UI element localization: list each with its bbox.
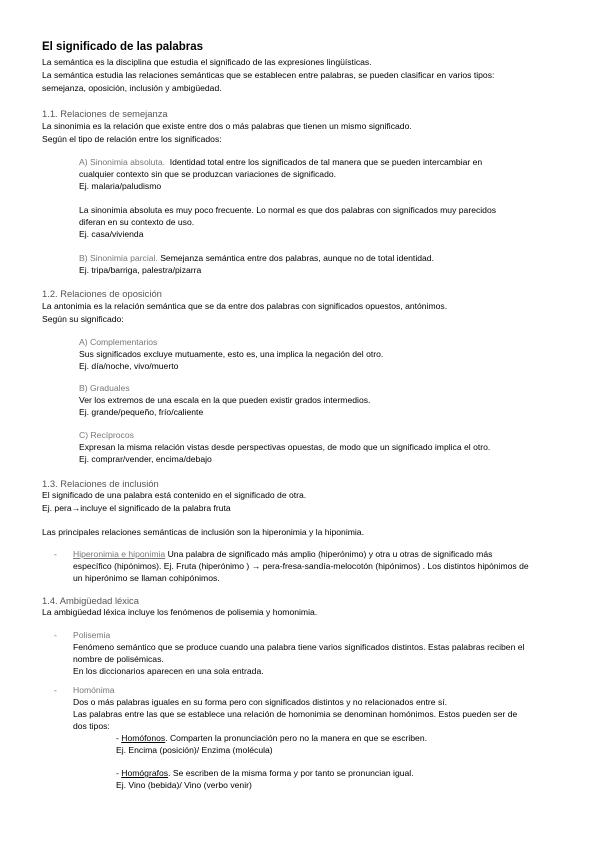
sinonimia-parcial-line xyxy=(79,253,434,264)
hiperonimia-label: Hiperonimia e hiponimia xyxy=(73,549,166,559)
antonimia-types-intro: Según su significado: xyxy=(42,314,124,324)
heading-oposicion: 1.2. Relaciones de oposición xyxy=(42,288,162,299)
intro-line-1: La semántica es la disciplina que estudia el significado de las expresiones lingüísticas. xyxy=(42,57,372,67)
sinonimia-absoluta-text: Identidad total entre los significados de tal manera que se pueden intercambiar en xyxy=(169,157,483,167)
hiperonimia-text-2: específico (hipónimos). Ej. Fruta (hiperónimo ) → pera-fresa-sandía-melocotón (hipónimos) . Los distintos hipónimos de xyxy=(73,561,529,571)
sinonimia-absoluta-label: A) Sinonimia absoluta. xyxy=(79,157,165,167)
reciprocos-example: Ej. comprar/vender, encima/debajo xyxy=(79,454,212,464)
polisemia-text-3: En los diccionarios aparecen en una sola entrada. xyxy=(73,666,264,676)
homonimia-text-3: dos tipos: xyxy=(73,721,110,731)
heading-semejanza: 1.1. Relaciones de semejanza xyxy=(42,108,168,119)
arrow-icon: → xyxy=(71,503,81,513)
reciprocos-text: Expresan la misma relación vistas desde perspectivas opuestas, de modo que un significado implica el otro. xyxy=(79,442,491,452)
homofonos-line xyxy=(116,733,427,744)
polisemia-text-1: Fenómeno semántico que se produce cuando una palabra tiene varios significados distintos. Estas palabras reciben el xyxy=(73,642,525,652)
sinonimia-absoluta-line xyxy=(79,157,482,168)
homografos-dash: - xyxy=(116,768,122,778)
heading-inclusion: 1.3. Relaciones de inclusión xyxy=(42,478,159,489)
list-dash: - xyxy=(54,549,57,559)
homografos-example: Ej. Vino (bebida)/ Vino (verbo venir) xyxy=(116,780,252,790)
antonimia-definition: La antonimia es la relación semántica que se da entre dos palabras con significados opuestos, antónimos. xyxy=(42,301,448,311)
homonimia-label: Homónima xyxy=(73,685,115,695)
reciprocos-label: C) Recíprocos xyxy=(79,430,134,440)
homonimia-text-1: Dos o más palabras iguales en su forma pero con significados distintos y no relacionados entre sí. xyxy=(73,697,448,707)
sinonimia-absoluta-example: Ej. malaria/paludismo xyxy=(79,181,162,191)
inclusion-example-line xyxy=(42,503,231,514)
graduales-text: Ver los extremos de una escala en la que pueden existir grados intermedios. xyxy=(79,395,371,405)
polisemia-text-2: nombre de polisémicas. xyxy=(73,654,164,664)
inclusion-example-rest: incluye el significado de la palabra fruta xyxy=(80,503,231,513)
homografos-line xyxy=(116,768,414,779)
homofonos-dash: - xyxy=(116,733,122,743)
homonimia-text-2: Las palabras entre las que se establece una relación de homonimia se denominan homónimos. Estos pueden ser de xyxy=(73,709,518,719)
hiperonimia-line-1 xyxy=(73,549,492,560)
sinonimia-parcial-example: Ej. tripa/barriga, palestra/pizarra xyxy=(79,265,202,275)
homografos-label: Homógrafos xyxy=(121,768,169,778)
sinonimia-note-2: diferan en su contexto de uso. xyxy=(79,217,195,227)
complementarios-text: Sus significados excluye mutuamente, esto es, una implica la negación del otro. xyxy=(79,349,384,359)
sinonimia-types-intro: Según el tipo de relación entre los significados: xyxy=(42,134,222,144)
sinonimia-definition: La sinonimia es la relación que existe entre dos o más palabras que tienen un mismo significado. xyxy=(42,121,412,131)
inclusion-example-pera: Ej. pera xyxy=(42,503,72,513)
inclusion-principales: Las principales relaciones semánticas de inclusión son la hiperonimia y la hiponimia. xyxy=(42,527,364,537)
intro-line-2: La semántica estudia las relaciones semánticas que se establecen entre palabras, se pueden clasificar en varios tipos: xyxy=(42,70,495,80)
sinonimia-absoluta-text-2: cualquier contexto sin que se produzcan variaciones de significado. xyxy=(79,169,337,179)
inclusion-definition: El significado de una palabra está contenido en el significado de otra. xyxy=(42,490,307,500)
homofonos-label: Homófonos xyxy=(121,733,166,743)
page-title: El significado de las palabras xyxy=(42,41,204,53)
complementarios-example: Ej. día/noche, vivo/muerto xyxy=(79,361,179,371)
hiperonimia-text-1: Una palabra de significado más amplio (hiperónimo) y otra u otras de significado más xyxy=(167,549,493,559)
hiperonimia-text-3: un hiperónimo se llaman cohipónimos. xyxy=(73,573,220,583)
complementarios-label: A) Complementarios xyxy=(79,337,158,347)
homofonos-example: Ej. Encima (posición)/ Enzima (molécula) xyxy=(116,745,273,755)
sinonimia-note-example: Ej. casa/vivienda xyxy=(79,229,144,239)
graduales-label: B) Graduales xyxy=(79,383,130,393)
sinonimia-parcial-text: Semejanza semántica entre dos palabras, aunque no de total identidad. xyxy=(160,253,434,263)
intro-line-3: semejanza, oposición, inclusión y ambigüedad. xyxy=(42,83,222,93)
graduales-example: Ej. grande/pequeño, frío/caliente xyxy=(79,407,204,417)
sinonimia-note-1: La sinonimia absoluta es muy poco frecuente. Lo normal es que dos palabras con significados muy parecidos xyxy=(79,205,497,215)
homofonos-text: . Comparten la pronunciación pero no la manera en que se escriben. xyxy=(165,733,427,743)
polisemia-label: Polisemia xyxy=(73,630,111,640)
ambiguedad-definition: La ambigüedad léxica incluye los fenómenos de polisemia y homonimia. xyxy=(42,607,318,617)
heading-ambiguedad: 1.4. Ambigüedad léxica xyxy=(42,595,139,606)
sinonimia-parcial-label: B) Sinonimia parcial. xyxy=(79,253,158,263)
list-dash: - xyxy=(54,630,57,640)
homografos-text: . Se escriben de la misma forma y por tanto se pronuncian igual. xyxy=(168,768,414,778)
list-dash: - xyxy=(54,685,57,695)
